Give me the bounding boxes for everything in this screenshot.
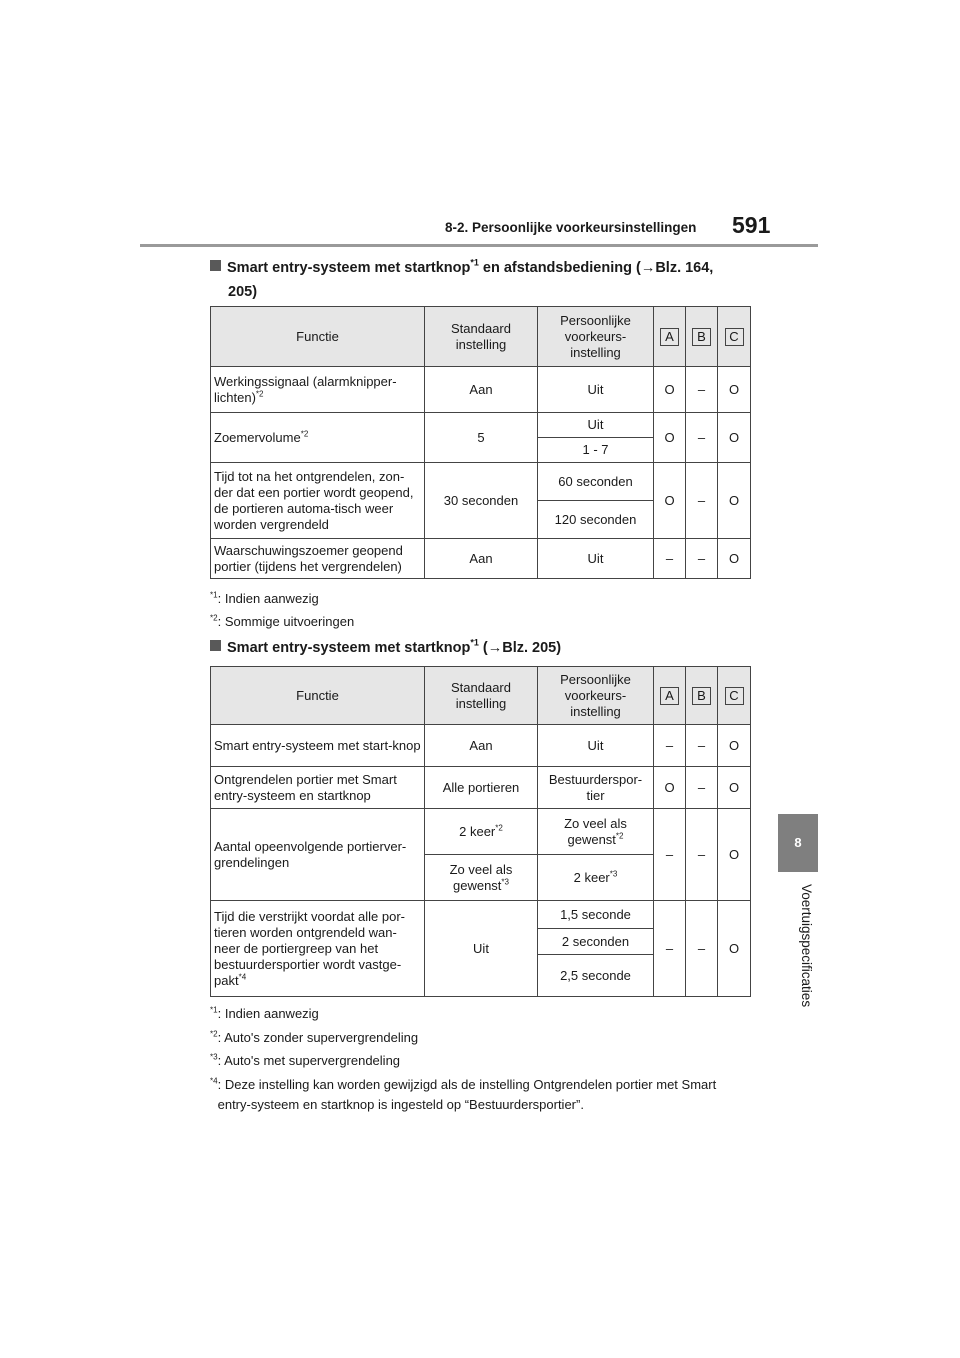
footnote: $^{*2}$: Sommige uitvoeringen — [210, 613, 355, 629]
header-b: B — [692, 328, 711, 346]
chapter-label: Voertuigspecificaties — [799, 884, 814, 1008]
table-row: Aantal opeenvolgende portierver-grendelingen 2 keer$^{*2}$ Zo veel als gewenst$^{*2}$ – – O — [211, 809, 751, 855]
header-c: C — [725, 328, 744, 346]
square-bullet-icon — [210, 260, 221, 271]
table-row: Werkingssignaal (alarmknipper-lichten)$^{*2}$ Aan Uit O – O — [211, 367, 751, 413]
header-b: B — [692, 687, 711, 705]
header-functie: Functie — [211, 667, 425, 725]
table-row: Zoemervolume$^{*2}$ 5 Uit O – O — [211, 413, 751, 438]
header-persoonlijk: Persoonlijke voorkeurs-instelling — [538, 307, 654, 367]
table-row: Tijd tot na het ontgrendelen, zon-der dat een portier wordt geopend, de portieren automa-tisch weer worden vergrendeld 30 seconden 60 seconden O – O — [211, 463, 751, 501]
header-persoonlijk: Persoonlijke voorkeurs-instelling — [538, 667, 654, 725]
header-c: C — [725, 687, 744, 705]
arrow-icon: → — [487, 640, 503, 656]
settings-table-1: Functie Standaard instelling Persoonlijke voorkeurs-instelling A B C Werkingssignaal (alarmknipper-lichten)$^{*2}$ Aan Uit O – O Zoemervolume$^{*2}$ 5 Uit O – O 1 - 7 Tijd tot na het ontgrendelen, zon-der dat een portier wordt geopend, de portieren automa-tisch weer worden vergrendeld 30 seconden 60 seconden O – O 120 seconden Waarschuwingszoemer geopend portier (tijdens het vergrendelen) Aan Uit – – O — [210, 306, 751, 579]
footnote: $^{*1}$: Indien aanwezig — [210, 590, 319, 606]
page-number: 591 — [732, 212, 771, 238]
table-row: Tijd die verstrijkt voordat alle por-tieren worden ontgrendeld wan-neer de portiergreep van het bestuurdersportier wordt vastge-pakt$^{*4}$ Uit 1,5 seconde – – O — [211, 901, 751, 929]
section2-heading: Smart entry-systeem met startknop$^{*1}$ (→Blz. 205) — [210, 636, 561, 660]
section1-heading: Smart entry-systeem met startknop$^{*1}$ en afstandsbediening (→Blz. 164, 205) — [210, 256, 713, 304]
square-bullet-icon — [210, 640, 221, 651]
table-row: Ontgrendelen portier met Smart entry-systeem en startknop Alle portieren Bestuurderspor-tier O – O — [211, 767, 751, 809]
footnote: $^{*1}$: Indien aanwezig — [210, 1005, 319, 1021]
header-rule — [140, 244, 818, 247]
header-a: A — [660, 328, 679, 346]
header-standaard: Standaard instelling — [425, 307, 538, 367]
settings-table-2: Functie Standaard instelling Persoonlijke voorkeurs-instelling A B C Smart entry-systeem met start-knop Aan Uit – – O Ontgrendelen portier met Smart entry-systeem en startknop Alle portieren Bestuurderspor-tier O – O Aantal opeenvolgende portierver-grendelingen 2 keer$^{*2}$ Zo veel als gewenst$^{*2}$ – – O Zo veel als gewenst$^{*3}$ 2 keer$^{*3}$ Tijd die verstrijkt voordat alle por-tieren worden ontgrendeld wan-neer de portiergreep van het bestuurdersportier wordt vastge-pakt$^{*4}$ Uit 1,5 seconde – – O 2 seconden 2,5 seconde — [210, 666, 751, 997]
table-row: Waarschuwingszoemer geopend portier (tijdens het vergrendelen) Aan Uit – – O — [211, 539, 751, 579]
table-row: Smart entry-systeem met start-knop Aan Uit – – O — [211, 725, 751, 767]
arrow-icon: → — [640, 260, 656, 276]
header-functie: Functie — [211, 307, 425, 367]
section-title: 8-2. Persoonlijke voorkeursinstellingen — [445, 220, 697, 235]
footnote: $^{*3}$: Auto's met supervergrendeling — [210, 1052, 401, 1068]
header-a: A — [660, 687, 679, 705]
footnote: $^{*2}$: Auto's zonder supervergrendeling — [210, 1029, 419, 1045]
header-standaard: Standaard instelling — [425, 667, 538, 725]
footnote: $^{*4}$: Deze instelling kan worden gewijzigd als de instelling Ontgrendelen portier met Smart entry-systeem en startknop is ingesteld op “Bestuurdersportier”. — [210, 1076, 717, 1112]
chapter-tab: 8 — [778, 814, 818, 872]
